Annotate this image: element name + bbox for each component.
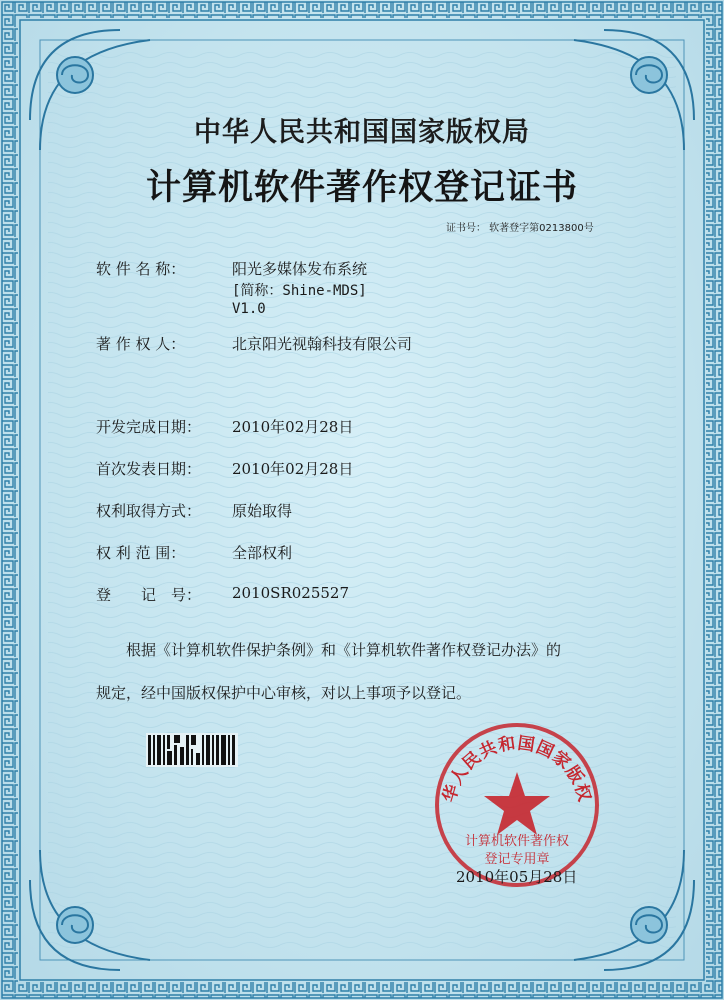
owner-label: 著 作 权 人： [96,335,186,353]
registration-value: 2010SR025527 [232,584,350,602]
issue-date: 2010年05月28日 [456,868,578,886]
completion-date-label: 开发完成日期： [96,418,202,436]
seal-star-icon [484,772,550,835]
official-seal [432,720,602,890]
scope-label: 权 利 范 围： [96,544,186,562]
scope-value: 全部权利 [232,544,293,562]
acquisition-value: 原始取得 [232,502,293,520]
acquisition-label: 权利取得方式： [96,502,202,520]
software-name-value: 阳光多媒体发布系统 [232,260,368,278]
version-value: V1.0 [232,301,266,317]
seal-ring-text: 华人民共和国国家版权 [439,733,595,805]
owner-value: 北京阳光视翰科技有限公司 [232,335,413,353]
statement-line-1: 根据《计算机软件保护条例》和《计算机软件著作权登记办法》的 [126,641,562,659]
software-name-label: 软 件 名 称： [96,260,186,278]
registration-label: 登 记 号： [96,586,202,604]
completion-date-value: 2010年02月28日 [232,418,354,436]
short-name-value: [简称：Shine-MDS] [232,283,367,299]
issuing-authority: 中华人民共和国国家版权局 [194,117,530,148]
seal-inner-line-2: 登记专用章 [484,852,550,867]
certificate-number: 证书号： 软著登字第0213800号 [446,223,594,234]
certificate-title: 计算机软件著作权登记证书 [145,168,578,208]
seal-inner-line-1: 计算机软件著作权 [464,834,569,849]
publication-date-label: 首次发表日期： [96,460,202,478]
statement-line-2: 规定，经中国版权保护中心审核，对以上事项予以登记。 [96,684,472,702]
publication-date-value: 2010年02月28日 [232,460,354,478]
barcode-icon [146,733,238,767]
